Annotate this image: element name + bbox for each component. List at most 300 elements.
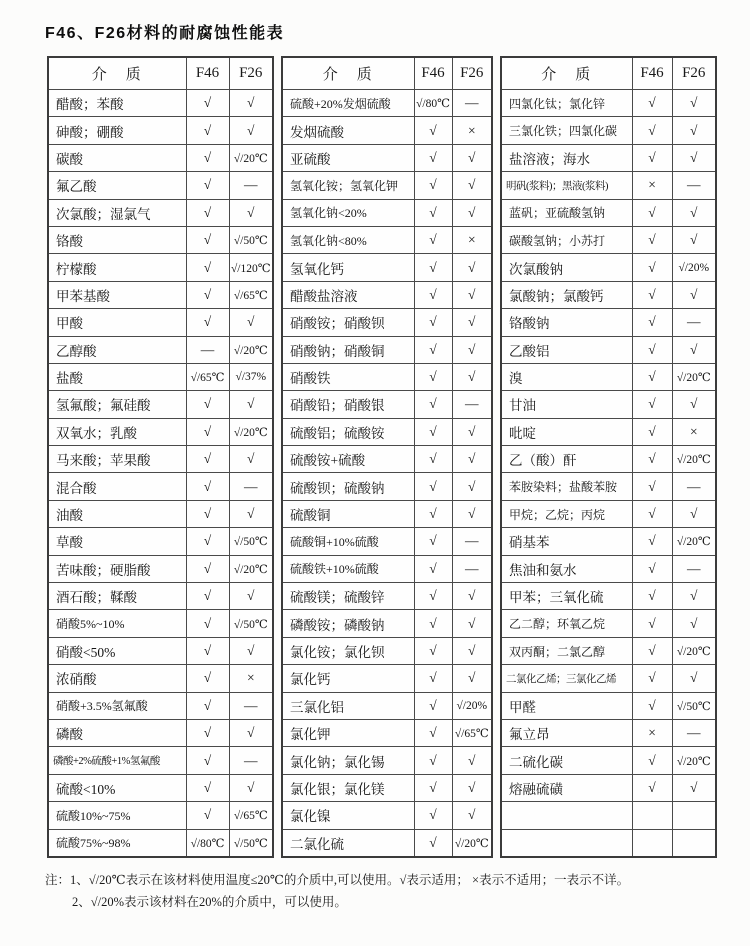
f46-value-cell: √: [632, 309, 672, 336]
table-row: [48, 144, 273, 171]
f26-value-cell: √/50℃: [229, 829, 273, 857]
medium-cell: 二硫化碳: [501, 747, 632, 774]
f46-value-cell: √: [414, 172, 452, 199]
table-row: [282, 528, 492, 555]
corrosion-table-2: [281, 56, 493, 858]
medium-cell: 氢氧化钙: [282, 254, 414, 281]
medium-cell: 氟乙酸: [48, 172, 186, 199]
table-row: [48, 117, 273, 144]
f46-value-cell: √/80℃: [414, 90, 452, 117]
f26-value-cell: √: [452, 363, 492, 390]
f46-value-cell: [632, 829, 672, 857]
table-row: [501, 829, 716, 857]
table-row: [48, 281, 273, 308]
medium-cell: 混合酸: [48, 473, 186, 500]
table-row: [501, 583, 716, 610]
f46-value-cell: √: [186, 172, 229, 199]
medium-cell: 甲苯基酸: [48, 281, 186, 308]
f46-value-cell: √: [632, 363, 672, 390]
f26-value-cell: √/20℃: [672, 528, 716, 555]
f46-value-cell: √: [186, 802, 229, 829]
medium-cell: 甲苯；三氧化硫: [501, 583, 632, 610]
medium-cell: 铬酸: [48, 226, 186, 253]
table-row: [501, 281, 716, 308]
f46-value-cell: √: [414, 226, 452, 253]
table-row: [282, 117, 492, 144]
medium-cell: 三氯化铁；四氯化碳: [501, 117, 632, 144]
table-row: [501, 719, 716, 746]
medium-cell: 焦油和氨水: [501, 555, 632, 582]
f46-value-cell: √: [632, 418, 672, 445]
medium-cell: 硝酸铅；硝酸银: [282, 391, 414, 418]
f46-value-cell: √: [186, 281, 229, 308]
f46-value-cell: √: [414, 144, 452, 171]
medium-cell: 浓硝酸: [48, 665, 186, 692]
table-row: [48, 747, 273, 774]
medium-cell: 乙二醇；环氧乙烷: [501, 610, 632, 637]
medium-cell: 乙（酸）酐: [501, 446, 632, 473]
table-row: [282, 473, 492, 500]
f46-value-cell: √: [414, 473, 452, 500]
f46-value-cell: √: [632, 500, 672, 527]
medium-cell: 氯化钠；氯化锡: [282, 747, 414, 774]
f26-value-cell: √: [672, 583, 716, 610]
medium-cell: 油酸: [48, 500, 186, 527]
f46-value-cell: √: [414, 774, 452, 801]
f46-value-cell: √: [632, 692, 672, 719]
medium-cell: 次氯酸钠: [501, 254, 632, 281]
f46-value-cell: √: [414, 555, 452, 582]
table-row: [282, 692, 492, 719]
f26-value-cell: √/20%: [452, 692, 492, 719]
f26-value-cell: —: [229, 172, 273, 199]
f26-value-cell: √/50℃: [229, 610, 273, 637]
medium-cell: 氯化钙: [282, 665, 414, 692]
f26-value-cell: √: [452, 637, 492, 664]
medium-cell: 硫酸<10%: [48, 774, 186, 801]
f26-value-cell: √/20℃: [672, 747, 716, 774]
f26-value-cell: ×: [452, 226, 492, 253]
medium-cell: 氢氟酸；氟硅酸: [48, 391, 186, 418]
medium-cell: 氢氧化钠<20%: [282, 199, 414, 226]
f26-value-cell: √: [229, 391, 273, 418]
f26-value-cell: √: [452, 665, 492, 692]
f26-value-cell: √: [672, 500, 716, 527]
medium-cell: 马来酸；苹果酸: [48, 446, 186, 473]
table-row: [48, 583, 273, 610]
f26-value-cell: √: [672, 665, 716, 692]
f46-value-cell: √: [414, 336, 452, 363]
f26-value-cell: √/50℃: [229, 226, 273, 253]
f46-value-cell: √: [414, 528, 452, 555]
f26-value-cell: —: [672, 719, 716, 746]
table-row: [48, 774, 273, 801]
table-row: [501, 309, 716, 336]
table-row: [48, 610, 273, 637]
table-row: [501, 774, 716, 801]
f26-value-cell: √/65℃: [229, 281, 273, 308]
f26-value-cell: √: [452, 802, 492, 829]
table-row: [282, 254, 492, 281]
f26-value-cell: √: [452, 583, 492, 610]
medium-cell: 铬酸钠: [501, 309, 632, 336]
f26-value-cell: √: [229, 774, 273, 801]
f26-value-cell: √: [452, 281, 492, 308]
f26-value-cell: √: [452, 774, 492, 801]
f26-value-cell: √: [672, 144, 716, 171]
table-row: [48, 391, 273, 418]
f26-value-cell: ×: [672, 418, 716, 445]
f26-value-cell: √: [452, 199, 492, 226]
f46-value-cell: √: [632, 610, 672, 637]
header-f46: F46: [632, 57, 672, 90]
f46-value-cell: √: [186, 583, 229, 610]
header-f26: F26: [229, 57, 273, 90]
f46-value-cell: √: [632, 90, 672, 117]
f46-value-cell: √: [186, 610, 229, 637]
medium-cell: 硝酸+3.5%氢氟酸: [48, 692, 186, 719]
medium-cell: 乙醇酸: [48, 336, 186, 363]
table-row: [48, 555, 273, 582]
f46-value-cell: √: [186, 309, 229, 336]
f46-value-cell: √: [632, 528, 672, 555]
f26-value-cell: √: [452, 747, 492, 774]
f46-value-cell: √: [632, 117, 672, 144]
f26-value-cell: [672, 829, 716, 857]
f26-value-cell: √: [672, 391, 716, 418]
f26-value-cell: √/20%: [672, 254, 716, 281]
table-row: [282, 144, 492, 171]
f46-value-cell: √: [186, 528, 229, 555]
f46-value-cell: √: [414, 583, 452, 610]
f26-value-cell: —: [672, 172, 716, 199]
medium-cell: 双氧水；乳酸: [48, 418, 186, 445]
medium-cell: 氯化镍: [282, 802, 414, 829]
f46-value-cell: √: [632, 665, 672, 692]
medium-cell: 硝酸铁: [282, 363, 414, 390]
f46-value-cell: √: [414, 418, 452, 445]
f46-value-cell: √: [186, 500, 229, 527]
f26-value-cell: √: [452, 144, 492, 171]
header-row: [501, 57, 716, 90]
table-row: [48, 90, 273, 117]
medium-cell: 碳酸: [48, 144, 186, 171]
table-row: [501, 473, 716, 500]
medium-cell: 发烟硫酸: [282, 117, 414, 144]
f26-value-cell: —: [229, 692, 273, 719]
f26-value-cell: √: [229, 500, 273, 527]
f26-value-cell: √/50℃: [672, 692, 716, 719]
f46-value-cell: √: [414, 747, 452, 774]
table-row: [282, 199, 492, 226]
f46-value-cell: √: [414, 391, 452, 418]
f26-value-cell: √: [452, 418, 492, 445]
table-row: [48, 528, 273, 555]
f26-value-cell: √: [229, 199, 273, 226]
footnotes: [45, 869, 750, 914]
medium-cell: 氢氧化钠<80%: [282, 226, 414, 253]
medium-cell: 硝酸<50%: [48, 637, 186, 664]
table-row: [501, 610, 716, 637]
header-row: [48, 57, 273, 90]
f46-value-cell: √: [186, 90, 229, 117]
f46-value-cell: √: [414, 637, 452, 664]
medium-cell: 醋酸盐溶液: [282, 281, 414, 308]
table-row: [501, 665, 716, 692]
table-row: [501, 226, 716, 253]
medium-cell: 草酸: [48, 528, 186, 555]
medium-cell: 二氯化乙烯；三氯化乙烯: [501, 665, 632, 692]
table-row: [501, 802, 716, 829]
f46-value-cell: ×: [632, 172, 672, 199]
header-f26: F26: [452, 57, 492, 90]
f26-value-cell: √: [672, 336, 716, 363]
table-row: [48, 226, 273, 253]
table-row: [282, 719, 492, 746]
table-row: [501, 500, 716, 527]
f26-value-cell: √/65℃: [452, 719, 492, 746]
medium-cell: 硫酸75%~98%: [48, 829, 186, 857]
f46-value-cell: ×: [632, 719, 672, 746]
f26-value-cell: √: [452, 254, 492, 281]
table-row: [48, 500, 273, 527]
f26-value-cell: —: [229, 747, 273, 774]
f46-value-cell: √: [632, 336, 672, 363]
table-row: [282, 226, 492, 253]
medium-cell: 次氯酸；湿氯气: [48, 199, 186, 226]
medium-cell: 硫酸铝；硫酸铵: [282, 418, 414, 445]
medium-cell: 氯化银；氯化镁: [282, 774, 414, 801]
table-row: [48, 473, 273, 500]
table-row: [501, 692, 716, 719]
medium-cell: 甲醛: [501, 692, 632, 719]
medium-cell: 磷酸+2%硫酸+1%氢氟酸: [48, 747, 186, 774]
table-row: [48, 309, 273, 336]
f26-value-cell: √: [672, 281, 716, 308]
note-line-1: 注：1、√/20℃表示在该材料使用温度≤20℃的介质中,可以使用。√表示适用； ×表示不适用；一表示不详。: [45, 872, 630, 887]
medium-cell: 盐酸: [48, 363, 186, 390]
medium-cell: 二氯化硫: [282, 829, 414, 857]
header-medium: 介 质: [501, 57, 632, 90]
f46-value-cell: √: [414, 309, 452, 336]
corrosion-table-1: [47, 56, 274, 858]
table-row: [282, 665, 492, 692]
f26-value-cell: √: [672, 199, 716, 226]
f46-value-cell: √: [186, 199, 229, 226]
f26-value-cell: √: [672, 90, 716, 117]
medium-cell: 氯化钾: [282, 719, 414, 746]
f46-value-cell: √: [414, 281, 452, 308]
f46-value-cell: √: [186, 144, 229, 171]
f46-value-cell: √: [632, 747, 672, 774]
f26-value-cell: ×: [229, 665, 273, 692]
medium-cell: 硫酸钡；硫酸钠: [282, 473, 414, 500]
table-row: [48, 254, 273, 281]
f26-value-cell: —: [452, 555, 492, 582]
table-row: [501, 555, 716, 582]
medium-cell: 硝酸铵；硝酸钡: [282, 309, 414, 336]
f46-value-cell: √: [186, 391, 229, 418]
f26-value-cell: √/50℃: [229, 528, 273, 555]
f46-value-cell: √: [414, 719, 452, 746]
f46-value-cell: √: [186, 774, 229, 801]
f26-value-cell: √: [229, 637, 273, 664]
table-row: [501, 144, 716, 171]
f26-value-cell: —: [229, 473, 273, 500]
medium-cell: 盐溶液；海水: [501, 144, 632, 171]
table-row: [501, 254, 716, 281]
medium-cell: 吡啶: [501, 418, 632, 445]
medium-cell: 硝基苯: [501, 528, 632, 555]
f26-value-cell: —: [452, 90, 492, 117]
header-f46: F46: [414, 57, 452, 90]
table-row: [48, 665, 273, 692]
f26-value-cell: √: [452, 336, 492, 363]
f26-value-cell: √: [672, 610, 716, 637]
f26-value-cell: √: [229, 583, 273, 610]
medium-cell: [501, 829, 632, 857]
table-row: [48, 637, 273, 664]
f46-value-cell: √/65℃: [186, 363, 229, 390]
table-row: [282, 610, 492, 637]
table-row: [282, 774, 492, 801]
f26-value-cell: √: [229, 309, 273, 336]
f26-value-cell: √/20℃: [452, 829, 492, 857]
medium-cell: 甘油: [501, 391, 632, 418]
medium-cell: 硫酸+20%发烟硫酸: [282, 90, 414, 117]
f26-value-cell: √/20℃: [672, 363, 716, 390]
table-row: [282, 90, 492, 117]
f26-value-cell: √: [672, 774, 716, 801]
medium-cell: 醋酸；苯酸: [48, 90, 186, 117]
f46-value-cell: √: [414, 254, 452, 281]
f26-value-cell: —: [452, 391, 492, 418]
table-row: [282, 281, 492, 308]
table-row: [282, 309, 492, 336]
f26-value-cell: √: [452, 172, 492, 199]
f26-value-cell: —: [452, 528, 492, 555]
medium-cell: 熔融硫磺: [501, 774, 632, 801]
medium-cell: 氯酸钠；氯酸钙: [501, 281, 632, 308]
note-line-2: 2、√/20%表示该材料在20%的介质中，可以使用。: [72, 895, 347, 910]
f26-value-cell: √: [452, 500, 492, 527]
f46-value-cell: √: [414, 446, 452, 473]
f46-value-cell: √: [186, 665, 229, 692]
f46-value-cell: √: [632, 199, 672, 226]
table-row: [501, 446, 716, 473]
medium-cell: 硫酸铜: [282, 500, 414, 527]
f46-value-cell: √: [632, 583, 672, 610]
f26-value-cell: √/20℃: [229, 144, 273, 171]
f26-value-cell: √: [229, 117, 273, 144]
medium-cell: [501, 802, 632, 829]
f46-value-cell: √: [186, 418, 229, 445]
medium-cell: 磷酸: [48, 719, 186, 746]
f46-value-cell: —: [186, 336, 229, 363]
table-row: [282, 391, 492, 418]
table-row: [282, 446, 492, 473]
table-row: [48, 802, 273, 829]
f26-value-cell: √: [672, 226, 716, 253]
table-row: [282, 500, 492, 527]
f46-value-cell: √: [414, 802, 452, 829]
table-row: [501, 747, 716, 774]
table-row: [501, 418, 716, 445]
table-row: [501, 637, 716, 664]
table-row: [282, 747, 492, 774]
table-row: [282, 637, 492, 664]
medium-cell: 双丙酮；二氯乙醇: [501, 637, 632, 664]
table-row: [501, 363, 716, 390]
medium-cell: 柠檬酸: [48, 254, 186, 281]
f26-value-cell: √: [672, 117, 716, 144]
table-row: [48, 719, 273, 746]
table-row: [48, 446, 273, 473]
table-row: [282, 172, 492, 199]
f46-value-cell: √: [414, 665, 452, 692]
f26-value-cell: —: [672, 555, 716, 582]
medium-cell: 硝酸钠；硝酸铜: [282, 336, 414, 363]
medium-cell: 明矾(浆料)；黑液(浆料): [501, 172, 632, 199]
f46-value-cell: √: [186, 555, 229, 582]
f26-value-cell: √: [452, 610, 492, 637]
medium-cell: 氯化铵；氯化钡: [282, 637, 414, 664]
f46-value-cell: √: [632, 391, 672, 418]
medium-cell: 乙酸铝: [501, 336, 632, 363]
f46-value-cell: √: [186, 719, 229, 746]
medium-cell: 甲酸: [48, 309, 186, 336]
medium-cell: 四氯化钛；氯化锌: [501, 90, 632, 117]
page-title: F46、F26材料的耐腐蚀性能表: [45, 25, 285, 42]
f46-value-cell: √: [632, 555, 672, 582]
f46-value-cell: √: [186, 254, 229, 281]
table-row: [501, 528, 716, 555]
f46-value-cell: √: [186, 226, 229, 253]
header-f46: F46: [186, 57, 229, 90]
header-medium: 介 质: [48, 57, 186, 90]
table-row: [282, 363, 492, 390]
f26-value-cell: —: [672, 309, 716, 336]
table-row: [501, 117, 716, 144]
f46-value-cell: √: [186, 473, 229, 500]
medium-cell: 硫酸铜+10%硫酸: [282, 528, 414, 555]
medium-cell: 氢氧化铵；氢氧化钾: [282, 172, 414, 199]
medium-cell: 硫酸铁+10%硫酸: [282, 555, 414, 582]
table-row: [282, 829, 492, 857]
f46-value-cell: √: [186, 747, 229, 774]
table-row: [282, 583, 492, 610]
medium-cell: 溴: [501, 363, 632, 390]
f26-value-cell: √: [229, 446, 273, 473]
table-row: [501, 90, 716, 117]
table-row: [282, 802, 492, 829]
f46-value-cell: √: [414, 500, 452, 527]
table-row: [282, 418, 492, 445]
f46-value-cell: √/80℃: [186, 829, 229, 857]
f46-value-cell: √: [632, 446, 672, 473]
f46-value-cell: √: [414, 829, 452, 857]
f26-value-cell: [672, 802, 716, 829]
medium-cell: 酒石酸；鞣酸: [48, 583, 186, 610]
table-row: [48, 363, 273, 390]
f46-value-cell: √: [186, 117, 229, 144]
f26-value-cell: √/20℃: [229, 418, 273, 445]
table-row: [501, 199, 716, 226]
f26-value-cell: √: [229, 719, 273, 746]
table-row: [48, 336, 273, 363]
header-medium: 介 质: [282, 57, 414, 90]
medium-cell: 苦味酸；硬脂酸: [48, 555, 186, 582]
